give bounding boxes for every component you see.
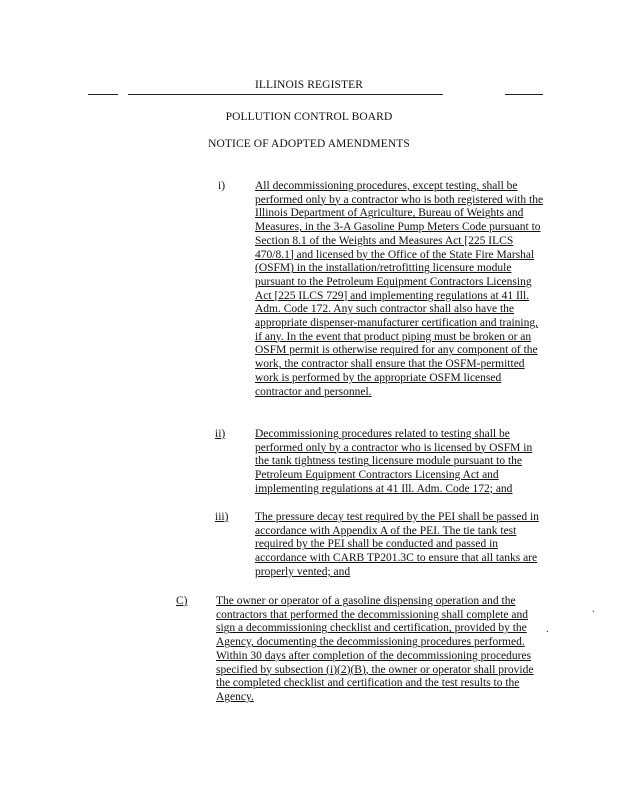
header-rule-main [128,94,443,95]
item-c-label: C) [176,595,188,607]
item-iii-label: iii) [215,511,229,523]
notice-title: NOTICE OF ADOPTED AMENDMENTS [208,138,410,150]
item-c-text: The owner or operator of a gasoline dispensing operation and the contractors that performed the decommissioning shall complete and sign a decommissioning checklist and certification, provided by the Agency, documenting the decommissioning procedures performed. Within 30 days after completion of the decommissioning procedures specified by subsection (i)(2)(B), the owner or operator shall provide the completed checklist and certification and the test results to the Agency. [216,595,534,703]
stray-mark: . [546,624,549,635]
register-title: ILLINOIS REGISTER [254,79,364,91]
header-rule-left [88,94,118,95]
stray-mark: . [592,604,595,615]
item-ii-text: Decommissioning procedures related to testing shall be performed only by a contractor who is licensed by OSFM in the tank tightness testing licensure module pursuant to the Petroleum Equipment Contractors Licensing Act and implementing regulations at 41 Ill. Adm. Code 172; and [255,428,533,495]
item-iii-text: The pressure decay test required by the PEI shall be passed in accordance with Appendix A of the PEI. The tie tank test required by the PEI shall be conducted and passed in accordance with CARB TP201.3C to ensure that all tanks are properly vented; and [255,511,539,578]
item-i-label: i) [218,180,226,192]
item-i-text: All decommissioning procedures, except testing, shall be performed only by a contractor who is both registered with the Illinois Department of Agriculture, Bureau of Weights and Measures, in the 3-A Gasoline Pump Meters Code pursuant to Section 8.1 of the Weights and Measures Act [225 ILCS 470/8.1] and licensed by the Office of the State Fire Marshal (OSFM) in the installation/retrofitting licensure module pursuant to the Petroleum Equipment Contractors Licensing Act [225 ILCS 729] and implementing regulations at 41 Ill. Adm. Code 172. Any such contractor shall also have the appropriate dispenser-manufacturer certification and training, if any. In the event that product piping must be broken or an OSFM permit is otherwise required for any component of the work, the contractor shall ensure that the OSFM-permitted work is performed by the appropriate OSFM licensed contractor and personnel. [255,180,544,398]
item-ii-label: ii) [215,428,226,440]
board-name: POLLUTION CONTROL BOARD [225,111,393,123]
header-rule-right [505,94,543,95]
